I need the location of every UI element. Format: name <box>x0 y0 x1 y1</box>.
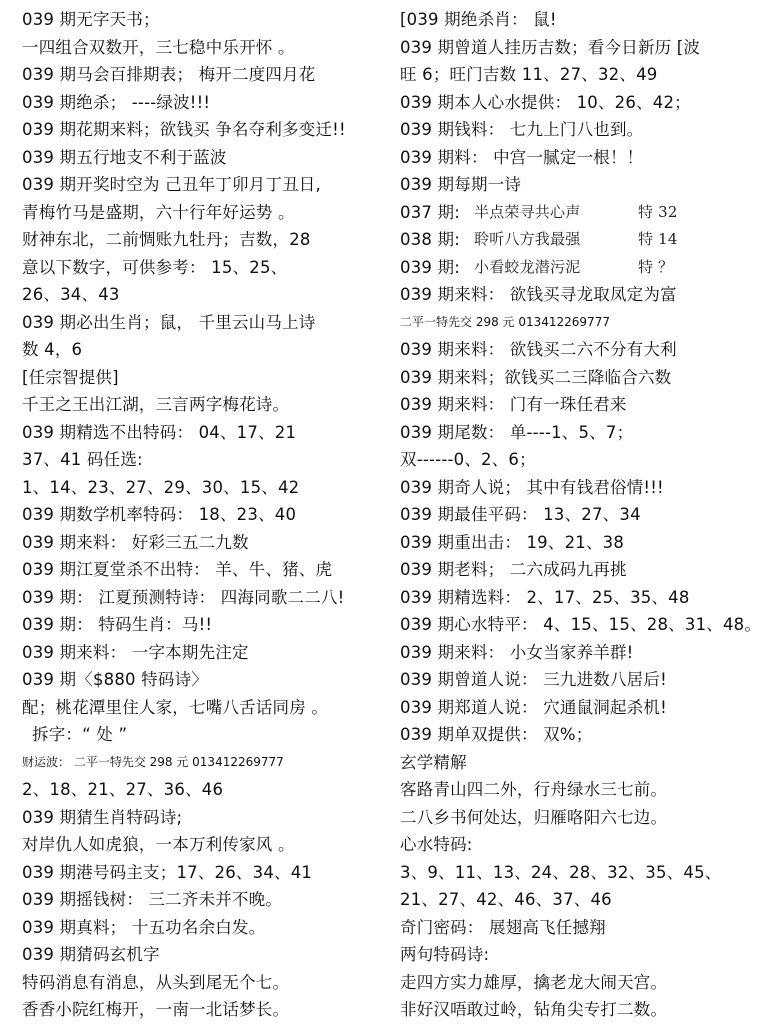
poem-issue-label: 037 期: <box>400 202 460 222</box>
text-line: 039 期猜生肖特码诗; <box>22 807 183 827</box>
text-line: 039 期绝杀； ----绿波!!! <box>22 92 211 112</box>
text-line: 039 期来料： 欲钱买寻龙取凤定为富 <box>400 285 677 304</box>
text-line: 039 期江夏堂杀不出特： 羊、牛、猪、虎 <box>22 560 333 579</box>
text-line: 039 期〈$880 特码诗〉 <box>22 670 208 689</box>
text-line: 039 期重出击： 19、21、38 <box>400 532 625 552</box>
text-line: 039 期花期来料；欲钱买 争名夺利多变迁!! <box>22 120 346 139</box>
poem-row <box>400 254 768 282</box>
text-line: 039 期真料； 十五功名余白发。 <box>22 917 266 937</box>
text-line: 039 期曾道人挂历吉数；看今日新历 [波 <box>400 37 701 57</box>
text-line: [任宗智提供] <box>22 367 119 387</box>
left-column <box>22 6 392 1022</box>
text-line: [039 期绝杀肖： 鼠! <box>400 10 557 29</box>
poem-text: 小看蛟龙潜污泥 <box>474 257 581 276</box>
poem-issue-label: 039 期: <box>400 257 460 277</box>
text-line: 039 期来料： 小女当家养羊群! <box>400 642 634 662</box>
text-line: 039 期来料；欲钱买二三降临合六数 <box>400 367 672 387</box>
text-line: 039 期心水特平： 4、15、15、28、31、48。 <box>400 615 762 634</box>
text-line: 财运波： 二平一特先交 298 元 013412269777 <box>22 754 284 769</box>
text-line: 039 期精选料： 2、17、25、35、48 <box>400 587 690 607</box>
text-line: 二八乡书何处达，归雁咯阳六七边。 <box>400 807 668 827</box>
text-line: 青梅竹马是盛期，六十行年好运势 。 <box>22 202 295 222</box>
text-line: 039 期单双提供： 双%； <box>400 725 593 744</box>
text-line: 配；桃花潭里住人家，七嘴八舌话同房 。 <box>22 697 329 717</box>
text-line: 039 期奇人说； 其中有钱君俗情!!! <box>400 477 664 497</box>
poem-row <box>400 226 768 254</box>
text-line: 二平一特先交 298 元 013412269777 <box>400 314 610 329</box>
text-line: 039 期开奖时空为 己丑年丁卯月丁丑日, <box>22 175 321 194</box>
poem-special-number: 特 ？ <box>638 257 674 276</box>
text-line: 37、41 码任选: <box>22 450 143 469</box>
text-line: 039 期老料； 二六成码九再挑 <box>400 560 627 579</box>
text-line: 双------0、2、6； <box>400 450 536 469</box>
section-heading: 心水特码: <box>400 835 473 854</box>
text-line: 非好汉唔敢过岭，钻角尖专打二数。 <box>400 1000 668 1019</box>
text-line: 039 期来料： 一字本期先注定 <box>22 642 249 662</box>
text-line: 客路青山四二外，行舟绿水三七前。 <box>400 780 668 799</box>
text-line: 039 期曾道人说： 三九进数八居后! <box>400 670 667 689</box>
poem-special-number: 特 14 <box>638 230 678 248</box>
text-line: 千王之王出江湖，三言两字梅花诗。 <box>22 395 290 414</box>
text-line: 039 期钱料： 七九上门八也到。 <box>400 120 644 139</box>
text-line: 039 期无字天书； <box>22 10 160 29</box>
text-line: 039 期马会百排期表； 梅开二度四月花 <box>22 65 316 84</box>
text-line: 3、9、11、13、24、28、32、35、45、 <box>400 862 722 882</box>
text-line: 26、34、43 <box>22 285 120 304</box>
text-line: 拆字：“ 处 ” <box>32 725 128 744</box>
poem-row <box>400 199 768 227</box>
text-line: 039 期郑道人说： 穴通鼠洞起杀机! <box>400 697 667 717</box>
text-line: 2、18、21、27、36、46 <box>22 780 224 799</box>
text-line: 21、27、42、46、37、46 <box>400 890 612 909</box>
text-line: 039 期必出生肖；鼠， 千里云山马上诗 <box>22 312 316 332</box>
text-line: 039 期来料： 门有一珠任君来 <box>400 395 627 414</box>
text-line: 走四方实力雄厚，擒老龙大闹天宫。 <box>400 972 668 992</box>
text-line: 039 期每期一诗 <box>400 175 522 194</box>
text-line: 旺 6；旺门吉数 11、27、32、49 <box>400 65 658 84</box>
text-line: 数 4，6 <box>22 340 83 359</box>
text-line: 039 期五行地支不利于蓝波 <box>22 147 227 167</box>
right-column <box>400 6 768 1022</box>
poem-special-number: 特 32 <box>638 202 678 221</box>
text-line: 039 期本人心水提供： 10、26、42； <box>400 92 691 112</box>
text-line: 1、14、23、27、29、30、15、42 <box>22 477 300 497</box>
text-line: 财神东北，二前惆账九牡丹；吉数，28 <box>22 230 311 249</box>
text-line: 039 期料： 中宫一腻定一根！！ <box>400 147 644 167</box>
text-line: 一四组合双数开，三七稳中乐开怀 。 <box>22 37 295 57</box>
text-line: 039 期尾数： 单----1、5、7； <box>400 422 634 442</box>
poem-text: 聆听八方我最强 <box>474 230 581 248</box>
text-line: 039 期： 特码生肖：马!! <box>22 615 213 634</box>
text-line: 香香小院红梅开，一南一北话梦长。 <box>22 1000 290 1019</box>
text-line: 意以下数字，可供参考： 15、25、 <box>22 257 288 277</box>
text-line: 039 期来料： 欲钱买二六不分有大利 <box>400 340 677 359</box>
text-line: 039 期港号码主支；17、26、34、41 <box>22 862 313 882</box>
poem-issue-label: 038 期: <box>400 230 460 249</box>
poem-text: 半点荣寻共心声 <box>474 202 581 221</box>
text-line: 039 期摇钱树： 三二齐未并不晚。 <box>22 890 283 909</box>
text-line: 039 期： 江夏预测特诗： 四海同歌二二八! <box>22 587 345 607</box>
section-heading: 玄学精解 <box>400 752 467 772</box>
text-line: 对岸仇人如虎狼，一本万利传家风 。 <box>22 835 295 854</box>
text-line: 039 期数学机率特码： 18、23、40 <box>22 505 297 524</box>
text-line: 039 期来料： 好彩三五二九数 <box>22 532 249 552</box>
text-line: 039 期猜码玄机字 <box>22 945 160 964</box>
text-line: 039 期最佳平码： 13、27、34 <box>400 505 641 524</box>
text-line: 039 期精选不出特码： 04、17、21 <box>22 422 297 442</box>
text-line: 奇门密码： 展翅高飞任撼翔 <box>400 917 606 937</box>
section-heading: 两句特码诗: <box>400 945 490 964</box>
text-line: 特码消息有消息，从头到尾无个七。 <box>22 972 290 992</box>
